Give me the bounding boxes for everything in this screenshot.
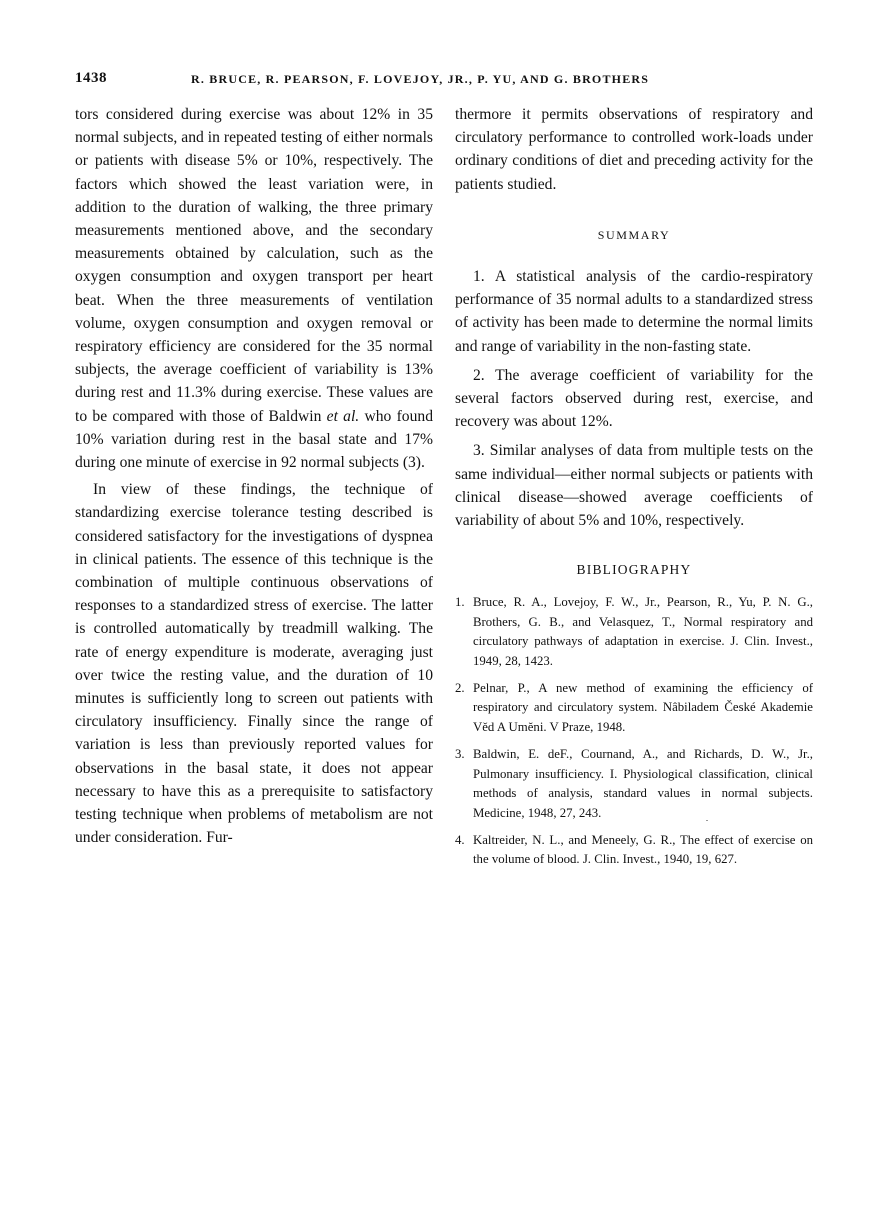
reference-text: Pelnar, P., A new method of examining the efficiency of respiratory and circulatory system. Nâbiladem České Akademie Věd A Umĕni. V Praze, 1948. [473, 681, 813, 734]
reference-text: Bruce, R. A., Lovejoy, F. W., Jr., Pearson, R., Yu, P. N. G., Brothers, G. B., and Velasquez, T., Normal respiratory and circulatory pathways of adaptation in exercise. J. Clin. Invest., 1949, 28, 1423. [473, 595, 813, 668]
reference-item [455, 679, 813, 737]
running-head-authors: R. BRUCE, R. PEARSON, F. LOVEJOY, JR., P. YU, AND G. BROTHERS [191, 72, 650, 86]
page-number: 1438 [75, 70, 107, 86]
running-head [75, 70, 815, 94]
body-paragraph: thermore it permits observations of respiratory and circulatory performance to controlled work-loads under ordinary conditions of diet and preceding activity for the patients studied. [455, 106, 813, 193]
print-speck [706, 820, 708, 821]
reference-text: Kaltreider, N. L., and Meneely, G. R., The effect of exercise on the volume of blood. J. Clin. Invest., 1940, 19, 627. [473, 832, 813, 867]
body-paragraph: tors considered during exercise was about 12% in 35 normal subjects, and in repeated testing of either normals or patients with disease 5% or 10%, respectively. The factors which showed the least variation were, in addition to the duration of walking, the three primary measurements mentioned above, and the secondary measurements obtained by calculation, such as the oxygen consumption and oxygen transport per heart beat. When the three measurements of ventilation volume, oxygen consumption and oxygen removal or respiratory efficiency are considered for the 35 normal subjects, the average coefficient of variability is 13% during rest and 11.3% during exercise. These values are to be compared with those of Baldwin et al. who found 10% variation during rest in the basal state and 17% during one minute of exercise in 92 normal subjects (3). [75, 106, 433, 472]
reference-number: 2. [455, 681, 465, 696]
summary-item: 2. The average coefficient of variability for the several factors observed during rest, exercise, and recovery was about 12%. [455, 366, 813, 431]
right-column [455, 103, 813, 878]
summary-item: 3. Similar analyses of data from multiple tests on the same individual—either normal subjects or patients with clinical disease—showed average coefficients of variability of about 5% and 10%, respectively. [455, 442, 813, 530]
reference-list [455, 593, 813, 869]
reference-item [455, 745, 813, 823]
section-title-bibliography: BIBLIOGRAPHY [576, 562, 692, 578]
section-title-summary: SUMMARY [597, 227, 671, 242]
body-paragraph: In view of these findings, the technique of standardizing exercise tolerance testing described is considered satisfactory for the investigations of dyspnea in clinical patients. The essence of this technique is the combination of multiple continuous observations of responses to a standardized stress of exercise. The latter is controlled automatically by treadmill walking. The rate of energy expenditure is moderate, averaging just over twice the resting value, and the duration of 10 minutes is sufficiently long to screen out patients with circulatory insufficiency. Finally since the range of variation is less than previously reported values for observations in the basal state, it does not appear necessary to have this as a prerequisite to satisfactory testing technique when problems of metabolism are not under consideration. Fur- [75, 481, 433, 847]
reference-number: 3. [455, 747, 465, 762]
reference-number: 4. [455, 832, 465, 847]
reference-item [455, 593, 813, 671]
reference-text: Baldwin, E. deF., Cournand, A., and Richards, D. W., Jr., Pulmonary insufficiency. I. Physiological classification, clinical methods of analysis, standard values in normal subjects. Medicine, 1948, 27, 243. [473, 747, 813, 820]
left-column [75, 103, 433, 850]
summary-item: 1. A statistical analysis of the cardio-respiratory performance of 35 normal adults to a standardized stress of activity has been made to determine the normal limits and range of variability in the non-fasting state. [455, 268, 813, 355]
reference-number: 1. [455, 595, 465, 610]
reference-item [455, 831, 813, 870]
